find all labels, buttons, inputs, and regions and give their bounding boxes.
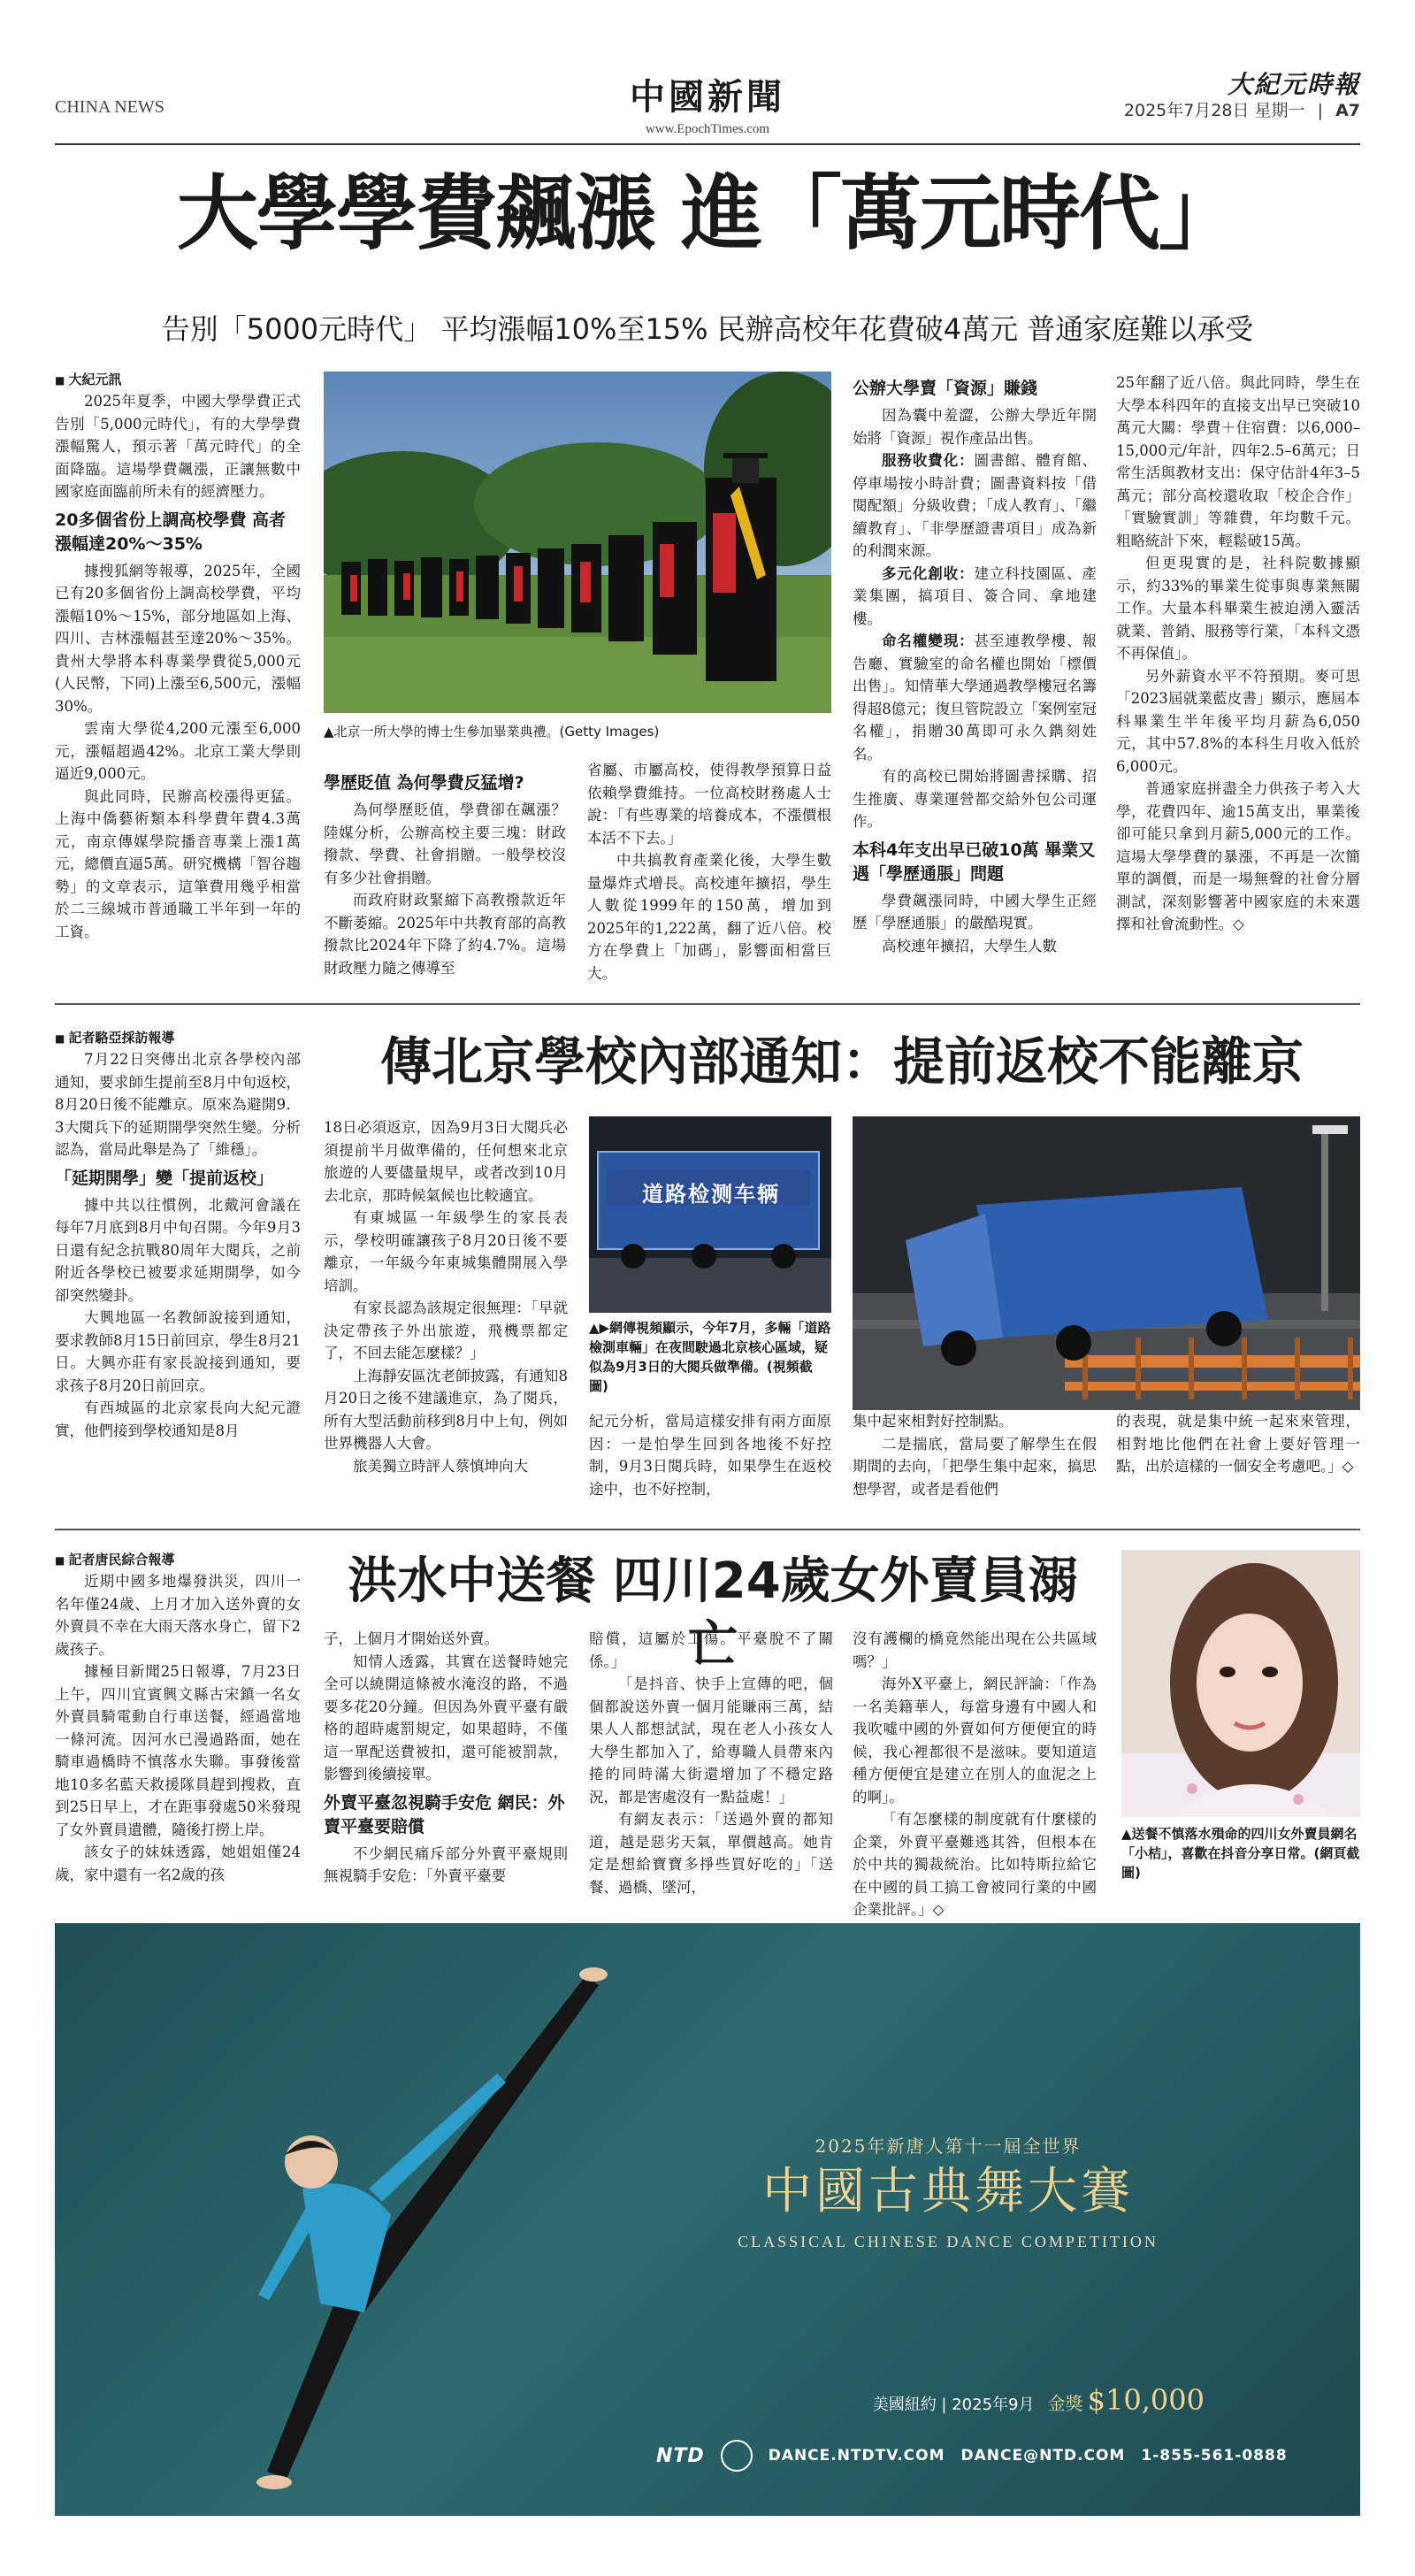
- article1-paragraph: [853, 563, 1097, 631]
- article1-paragraph: 因為囊中羞澀，公辦大學近年開始將「資源」視作產品出售。: [853, 407, 1097, 447]
- masthead: [55, 62, 1360, 136]
- ad-phone: 1-855-561-0888: [1141, 2447, 1288, 2465]
- article2-paragraph: 的表現，就是集中統一起來來管理，相對地比他們在社會上要好管理一點，出於這樣的一個安全考慮吧。」◇: [1116, 1413, 1360, 1475]
- article3-column-1: [55, 1550, 301, 1886]
- article2-paragraph: 7月22日突傳出北京各學校內部通知，要求師生提前至8月中旬返校，8月20日後不能離京。原來為避開9．3大閱兵下的延期開學突然生變。分析認為，當局此舉是為了「維穩」。: [55, 1051, 301, 1158]
- ad-location-date: 美國紐約 | 2025年9月: [872, 2396, 1035, 2414]
- ntd-emblem-icon: [721, 2440, 753, 2472]
- ntd-logo: NTD: [656, 2444, 705, 2467]
- ad-website-link[interactable]: DANCE.NTDTV.COM: [768, 2447, 945, 2465]
- article2-paragraph: 上海靜安區沈老師披露，有通知8月20日之後不建議進京，為了閱兵，所有大型活動前移到8月中上旬，例如世界機器人大會。: [324, 1367, 568, 1452]
- ad-year-line: 2025年新唐人第十一屆全世界: [815, 2135, 1082, 2157]
- article3-paragraph: 據極目新聞25日報導，7月23日上午，四川宜賓興文縣古宋鎮一名女外賣員騎電動自行車送餐，經過當地一條河流。因河水已漫過路面，她在騎車過橋時不慎落水失聯。事發後當地10多名藍天救援隊員趕到搜救，直到25日早上，才在距事發處50米發現了女外賣員遺體，隨後打撈上岸。: [55, 1663, 301, 1838]
- article3-paragraph: 知情人透露，其實在送餐時她完全可以繞開這條被水淹沒的路，不過要多花20分鐘。但因為外賣平臺有嚴格的超時處罰規定，如果超時，不僅這一單配送費被扣，還可能被罰款，影響到後續接單。: [324, 1652, 568, 1782]
- article2-column-3: [589, 1410, 831, 1500]
- dancer-illustration: [161, 1923, 656, 2516]
- article1-paragraph: [853, 449, 1097, 563]
- article1-paragraph: 與此同時，民辦高校漲得更猛。上海中僑藝術類本科學費年費4.3萬元，南京傳媒學院播音專業上漲1萬元，總價直逼5萬。研究機構「智谷趨勢」的文章表示，這筆費用幾乎相當於二三線城市普通職工半年到一年的工資。: [55, 787, 301, 940]
- article1-paragraph: 但更現實的是，社科院數據顯示，約33%的畢業生從事與專業無關工作。大量本科畢業生被迫湧入靈活就業、普銷、服務等行業，「本科文憑不再保值」。: [1116, 555, 1360, 662]
- article1-column-1: [55, 370, 301, 943]
- article1-paragraph: [853, 630, 1097, 765]
- masthead-rule: [55, 143, 1360, 145]
- separator: |: [1317, 101, 1324, 120]
- graduation-illustration: [324, 372, 831, 713]
- article2-photo-caption: ▲▶網傳視頻顯示，今年7月，多輛「道路檢測車輛」在夜間駛過北京核心區域，疑似為9月3日的大閱兵做準備。(視頻截圖): [589, 1320, 831, 1394]
- lead-label: 命名權變現：: [882, 632, 975, 649]
- article2-headline: 傳北京學校內部通知：提前返校不能離京: [379, 1031, 1304, 1092]
- article1-paragraph: 25年翻了近八倍。與此同時，學生在大學本科四年的直接支出早已突破10萬元大關：學費＋住宿費：以6,000–15,000元/年計，四年2.5–6萬元；日常生活與教材支出：保守估計4年3–5萬元；部分高校還收取「校企合作」「實驗實訓」等雜費，年均數千元。粗略統計下來，輕鬆破15萬。: [1116, 374, 1360, 549]
- article2-byline: ■ 記者駱亞採訪報導: [55, 1028, 301, 1048]
- article1-paragraph: 雲南大學從4,200元漲至6,000元，漲幅超過42%。北京工業大學則逼近9,000元。: [55, 720, 301, 782]
- article3-byline: ■ 記者唐民綜合報導: [55, 1550, 301, 1570]
- article3-paragraph: 賠償，這屬於工傷。平臺脫不了關係。」: [589, 1630, 833, 1670]
- article2-paragraph: 旅美獨立時評人蔡慎坤向大: [353, 1457, 528, 1475]
- article2-paragraph: 集中起來相對好控制點。: [853, 1413, 1013, 1430]
- article3-paragraph: 近期中國多地爆發洪災，四川一名年僅24歲、上月才加入送外賣的女外賣員不幸在大雨天落水身亡，留下2歲孩子。: [55, 1573, 301, 1658]
- article3-paragraph: 「是抖音、快手上宣傳的吧，個個都說送外賣一個月能賺兩三萬，結果人人都想試試，現在老人小孩女人大學生都加入了，給專職人員帶來內捲的同時滿大街還增加了不穩定路況，都是害處沒有一點益處！」: [589, 1675, 833, 1806]
- article2-paragraph: 據中共以往慣例，北戴河會議在每年7月底到8月中旬召開。今年9月3日還有紀念抗戰80周年大閱兵，之前附近各學校已被要求延期開學，如今卻突然變卦。: [55, 1196, 301, 1304]
- article2-paragraph: 有家長認為該規定很無理：「早就決定帶孩子外出旅遊，飛機票都定了，不回去能怎麼樣？」: [324, 1300, 568, 1361]
- article2-column-5: [1116, 1410, 1360, 1478]
- article1-subheadline: 告別「5000元時代」 平均漲幅10%至15% 民辦高校年花費破4萬元 普通家庭難以承受: [161, 312, 1254, 346]
- article1-column-3: [587, 759, 831, 985]
- ad-prize-amount: $10,000: [1087, 2383, 1205, 2417]
- article1-column-2: [324, 766, 566, 979]
- article1-paragraph: 省屬、市屬高校，使得教學預算日益依賴學費維持。一位高校財務處人士說：「有些專業的培養成本，不漲價根本活不下去。」: [587, 762, 831, 847]
- article2-column-2: [324, 1116, 568, 1477]
- ad-title-en: CLASSICAL CHINESE DANCE COMPETITION: [738, 2233, 1159, 2250]
- article1-photo-caption: ▲北京一所大學的博士生參加畢業典禮。(Getty Images): [324, 724, 660, 740]
- page-number: A7: [1335, 101, 1360, 120]
- article2-subhead: 「延期開學」變「提前返校」: [55, 1168, 274, 1188]
- article3-headline: 洪水中送餐 四川24歲女外賣員溺亡: [348, 1552, 1078, 1674]
- article1-paragraph: 據搜狐網等報導，2025年，全國已有20多個省份上調高校學費，平均漲幅10%～15%，部分地區如上海、四川、吉林漲幅甚至達20%～35%。貴州大學將本科專業學費從5,000元(人民幣，下同)上漲至6,500元，漲幅30%。: [55, 562, 301, 715]
- article3-paragraph: 沒有護欄的橋竟然能出現在公共區域嗎？」: [853, 1630, 1097, 1670]
- portrait-illustration: [1121, 1550, 1360, 1817]
- article1-paragraph: 而政府財政緊縮下高教撥款近年不斷萎縮。2025年中共教育部的高教撥款比2024年下降了約4.7%。這場財政壓力隨之傳導至: [324, 892, 566, 977]
- ad-email-link[interactable]: DANCE@NTD.COM: [960, 2447, 1126, 2465]
- lead-text: 圖書館、體育館、停車場按小時計費；圖書資料按「借閱配額」分級收費；「成人教育」、「繼續教育」、「非學歷證書項目」成為新的利潤來源。: [853, 452, 1098, 559]
- lead-text: 建立科技園區、產業集團，搞項目、簽合同、拿地建樓。: [853, 564, 1098, 627]
- article3-subhead: 外賣平臺忽視騎手安危 網民：外賣平臺要賠償: [324, 1792, 565, 1836]
- article1-subhead: 公辦大學賣「資源」賺錢: [853, 379, 1038, 398]
- article2-paragraph: 有西城區的北京家長向大紀元證實，他們接到學校通知是8月: [55, 1399, 301, 1439]
- article2-paragraph: 二是揣底，當局要了解學生在假期間的去向，「把學生集中起來，搞思想學習，或者是看他們: [853, 1435, 1097, 1498]
- article1-paragraph: 高校連年擴招，大學生人數: [882, 937, 1057, 954]
- article1-column-5: [1116, 372, 1360, 936]
- lead-label: 服務收費化：: [882, 452, 975, 469]
- lead-label: 多元化創收：: [882, 564, 975, 582]
- article1-paragraph: 另外薪資水平不符預期。麥可思「2023屆就業藍皮書」顯示，應屆本科畢業生半年後平均月薪為6,050元，其中57.8%的本科生月收入低於6,000元。: [1116, 667, 1360, 775]
- article1-subhead: 20多個省份上調高校學費 高者漲幅達20%～35%: [55, 510, 287, 554]
- article2-paragraph: 18日必須返京，因為9月3日大閱兵必須提前半月做準備的，任何想來北京旅遊的人要儘量規早，或者改到10月去北京，那時候氣候也比較適宜。: [324, 1119, 568, 1204]
- road-inspection-truck-photo-2: [853, 1116, 1360, 1410]
- graduation-photo: [324, 372, 831, 713]
- article1-paragraph: 普通家庭拼盡全力供孩子考入大學，花費四年、逾15萬支出，畢業後卻可能只拿到月薪5,000元的工作。這場大學學費的暴漲，不再是一次簡單的調價，而是一場無聲的社會分層測試，深刻影響著中國家庭的未來選擇和社會流動性。◇: [1116, 780, 1360, 932]
- article3-paragraph: 不少網民痛斥部分外賣平臺規則無視騎手安危：「外賣平臺要: [324, 1844, 568, 1884]
- truck-signage: 道路检测车辆: [642, 1182, 780, 1207]
- delivery-worker-photo: [1121, 1550, 1360, 1817]
- ad-title-zh: 中國古典舞大賽: [762, 2163, 1134, 2220]
- article3-paragraph: 子，上個月才開始送外賣。: [324, 1630, 499, 1647]
- article3-paragraph: 有網友表示：「送過外賣的都知道，越是惡劣天氣，單價越高。她肯定是想給寶寶多掙些買好吃的」「送餐、過橋、墜河，: [589, 1811, 833, 1896]
- article3-column-3: [589, 1628, 833, 1898]
- article3-paragraph: 海外X平臺上，網民評論：「作為一名美籍華人，每當身邊有中國人和我吹噓中國的外賣如何方便便宜的時候，我心裡都很不是滋味。要知道這種方便便宜是建立在別人的血泥之上的啊」。: [853, 1675, 1097, 1806]
- road-inspection-truck-photo: [589, 1116, 831, 1313]
- article2-paragraph: 紀元分析，當局這樣安排有兩方面原因：一是怕學生回到各地後不好控制，9月3日閱兵時，如果學生在返校途中，也不好控制，: [589, 1413, 831, 1498]
- article1-paragraph: 為何學歷貶值，學費卻在飆漲？陸媒分析，公辦高校主要三塊：財政撥款、學費、社會捐贈。一般學校沒有多少社會捐贈。: [324, 801, 566, 886]
- article1-paragraph: 2025年夏季，中國大學學費正式告別「5,000元時代」，有的大學學費漲幅驚人，預示著「萬元時代」的全面降臨。這場學費飆漲，正讓無數中國家庭面臨前所未有的經濟壓力。: [55, 393, 301, 500]
- article1-paragraph: 中共搞教育產業化後，大學生數量爆炸式增長。高校連年擴招，學生人數從1999年的150萬，增加到2025年的1,222萬，翻了近八倍。校方在學費上「加碼」，影響面相當巨大。: [587, 852, 831, 982]
- lead-text: 甚至連教學樓、報告廳、實驗室的命名權也開始「標價出售」。知情華大學通過教學樓冠名籌得超8億元；復旦管院設立「案例室冠名權」，捐贈30萬即可永久鐫刻姓名。: [853, 632, 1098, 763]
- article1-byline: ■ 大紀元訊: [55, 370, 301, 390]
- article1-headline: 大學學費飆漲 進「萬元時代」: [176, 165, 1239, 261]
- truck-illustration-2: [853, 1116, 1360, 1410]
- section-divider: [55, 1529, 1360, 1530]
- article1-paragraph: 學費飆漲同時，中國大學生正經歷「學歷通脹」的嚴酷現實。: [853, 892, 1097, 932]
- dance-competition-ad[interactable]: [55, 1923, 1360, 2516]
- date-text: 2025年7月28日 星期一: [1123, 101, 1305, 120]
- article1-subhead: 本科4年支出早已破10萬 畢業又遇「學歷通脹」問題: [853, 840, 1096, 884]
- section-title: 中國新聞: [630, 76, 785, 118]
- article3-column-2: [324, 1628, 568, 1888]
- article3-paragraph: 「有怎麼樣的制度就有什麼樣的企業，外賣平臺難逃其咎，但根本在於中共的獨裁統治。比如特斯拉給它在中國的員工搞工會被同行業的中國企業批評。」◇: [853, 1811, 1097, 1918]
- article1-paragraph: 有的高校已開始將圖書採購、招生推廣、專業運營都交給外包公司運作。: [853, 768, 1097, 830]
- article2-column-1: [55, 1028, 301, 1442]
- article2-paragraph: 有東城區一年級學生的家長表示，學校明確讓孩子8月20日後不要離京，一年級今年東城集體開展入學培訓。: [324, 1209, 568, 1294]
- issue-date: [1124, 97, 1360, 121]
- article2-column-4: [853, 1410, 1097, 1500]
- ad-prize-label: 金獎: [1047, 2393, 1083, 2414]
- section-divider: [55, 1003, 1360, 1005]
- ad-location-prize: [674, 2383, 1205, 2417]
- article3-column-4: [853, 1628, 1097, 1921]
- ad-contact-row: [656, 2440, 1293, 2472]
- website-url: www.EpochTimes.com: [645, 122, 770, 136]
- article2-paragraph: 大興地區一名教師說接到通知，要求教師8月15日前回京，學生8月21日。大興亦莊有家長說接到通知，要求孩子8月20日前回京。: [55, 1309, 301, 1394]
- article3-paragraph: 該女子的妹妹透露，她姐姐僅24歲，家中還有一名2歲的孩: [55, 1844, 301, 1883]
- section-label-en: CHINA NEWS: [55, 97, 164, 117]
- article1-subhead: 學歷貶值 為何學費反猛增?: [324, 773, 524, 793]
- truck-illustration-1: [589, 1116, 831, 1313]
- article3-photo-caption: ▲送餐不慎落水殞命的四川女外賣員網名「小桔」，喜歡在抖音分享日常。(網頁截圖): [1121, 1826, 1360, 1881]
- article1-column-4: [853, 377, 1097, 957]
- paper-logo: 大紀元時報: [1227, 70, 1360, 99]
